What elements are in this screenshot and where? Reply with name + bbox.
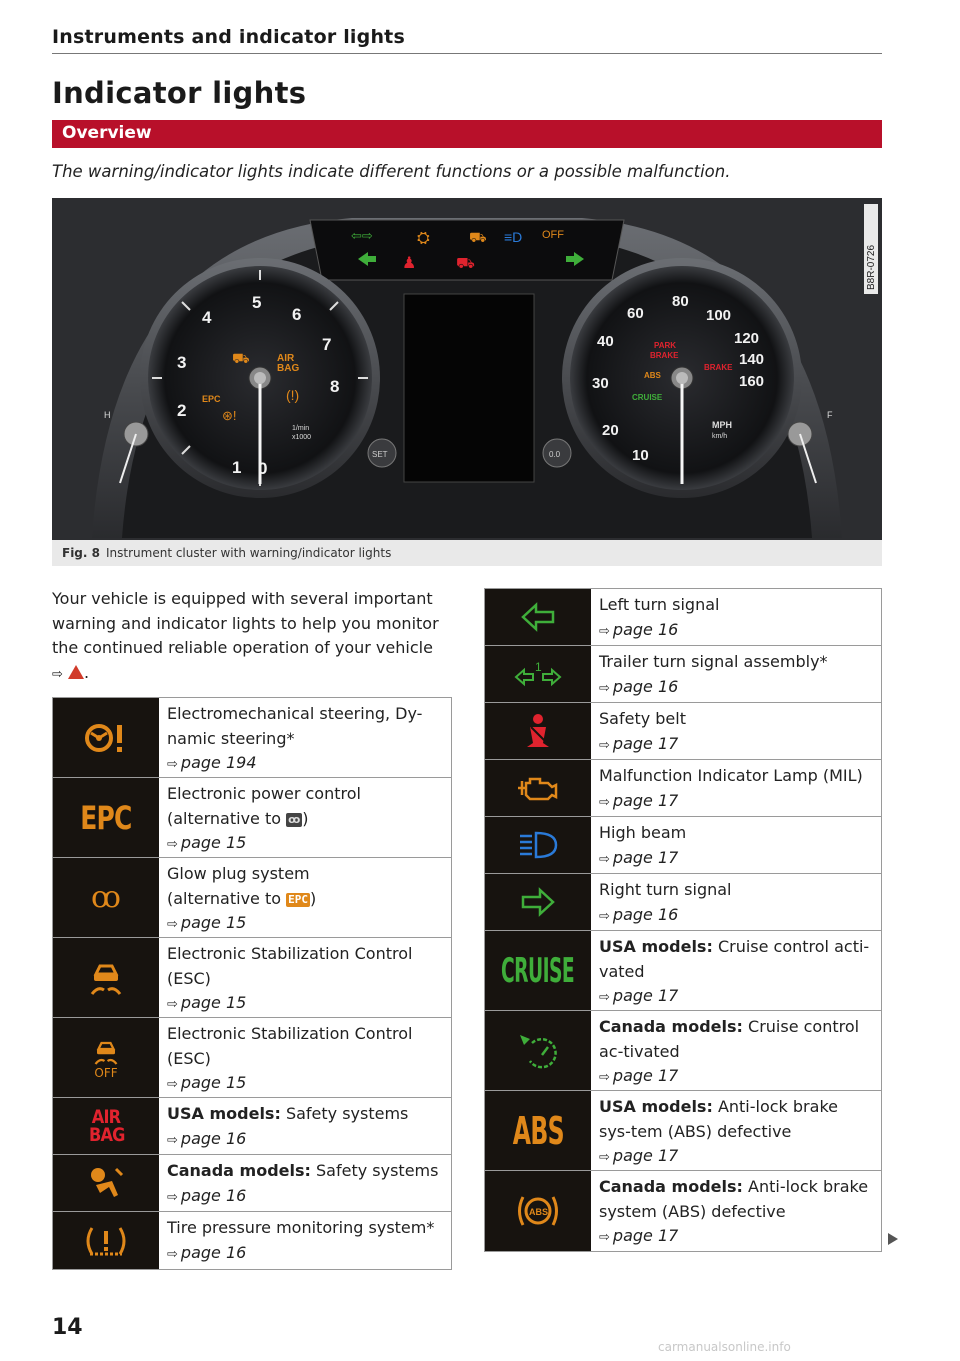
body-paragraph-text: Your vehicle is equipped with several important warning and indicator lights to help you monitor the continued reliable operation of your vehicle: [52, 589, 439, 657]
page-link[interactable]: ⇨ page 16: [599, 619, 679, 639]
page-link[interactable]: ⇨ page 17: [599, 847, 679, 867]
svg-text:F: F: [827, 410, 833, 420]
tire-pressure-icon: [53, 1212, 159, 1269]
steering-warning-icon: [53, 698, 159, 777]
svg-text:SET: SET: [372, 450, 388, 459]
table-cell: USA models: Cruise control acti-vated ⇨ page 17: [591, 931, 881, 1010]
table-row: [485, 874, 881, 931]
page-link[interactable]: ⇨ page 16: [599, 904, 679, 924]
svg-text:EPC: EPC: [202, 394, 221, 404]
table-cell: Trailer turn signal assembly* ⇨ page 16: [591, 646, 881, 702]
airbag-person-icon: [53, 1155, 159, 1211]
cluster-highbeam-lamp: ≡D: [504, 229, 523, 245]
svg-text:⊛!: ⊛!: [222, 408, 237, 423]
svg-text:1: 1: [232, 458, 242, 477]
svg-text:40: 40: [597, 333, 614, 350]
svg-text:PARK: PARK: [654, 341, 677, 350]
table-cell: High beam ⇨ page 17: [591, 817, 881, 873]
svg-text:30: 30: [592, 375, 609, 392]
running-header: Instruments and indicator lights: [52, 26, 405, 48]
table-row: [53, 1098, 451, 1155]
figure-id-label: [864, 204, 878, 294]
page-link[interactable]: ⇨ page 15: [167, 913, 247, 933]
intro-text: The warning/indicator lights indicate different functions or a possible malfunction.: [52, 162, 731, 181]
svg-text:120: 120: [734, 330, 760, 347]
svg-text:ABS: ABS: [529, 1207, 549, 1217]
cruise-control-icon: CRUISE: [485, 931, 591, 1010]
svg-text:160: 160: [739, 373, 765, 390]
svg-text:B8R-0726: B8R-0726: [866, 244, 877, 290]
instrument-cluster-figure: [52, 198, 882, 540]
page-link[interactable]: ⇨ page 17: [599, 986, 679, 1006]
table-row: [53, 698, 451, 778]
header-divider: [52, 53, 882, 54]
high-beam-icon: [485, 817, 591, 873]
table-cell: Canada models: Safety systems ⇨ page 16: [159, 1155, 451, 1211]
table-cell: Electromechanical steering, Dy-namic steering* ⇨ page 194: [159, 698, 451, 777]
seat-belt-icon: [485, 703, 591, 759]
table-row: [53, 1155, 451, 1212]
svg-text:BRAKE: BRAKE: [650, 351, 679, 360]
cluster-esc-off-lamp: OFF: [542, 229, 564, 241]
table-row: [485, 931, 881, 1011]
table-row: [53, 1212, 451, 1269]
table-row: [485, 760, 881, 817]
table-row: [485, 1171, 881, 1251]
table-cell: Glow plug system (alternative to EPC ) ⇨ page 15: [159, 858, 451, 937]
overview-heading: Overview: [52, 120, 882, 148]
figure-number: Fig. 8: [62, 546, 100, 560]
table-row: [485, 703, 881, 760]
svg-text:5: 5: [252, 293, 262, 312]
engine-malfunction-icon: [485, 760, 591, 816]
trailer-turn-signal-icon: [485, 646, 591, 702]
watermark: carmanualsonline.info: [658, 1340, 791, 1354]
svg-text:1/min: 1/min: [292, 425, 310, 432]
svg-text:0: 0: [258, 459, 268, 478]
page-link[interactable]: ⇨ page 15: [167, 1073, 247, 1093]
indicator-table-left: [52, 697, 452, 1270]
abs-icon: ABS: [485, 1091, 591, 1170]
svg-text:1: 1: [535, 660, 542, 674]
section-title: Indicator lights: [52, 76, 307, 110]
center-display: [404, 294, 534, 482]
svg-text:x1000: x1000: [292, 434, 312, 441]
cluster-trailer-lamp: ⇦⇨: [351, 228, 373, 243]
page-link[interactable]: ⇨ page 17: [599, 1226, 679, 1246]
glow-plug-mini-icon: ꝏ: [288, 812, 301, 826]
indicator-table-right: [484, 588, 882, 1252]
esc-off-icon: OFF: [53, 1018, 159, 1097]
table-row: [485, 1091, 881, 1171]
svg-text:BAG: BAG: [277, 363, 300, 374]
figure-caption: [52, 540, 882, 566]
svg-text:2: 2: [177, 401, 187, 420]
cruise-control-canada-icon: [485, 1011, 591, 1090]
svg-text:AIR: AIR: [277, 353, 295, 364]
table-cell: Left turn signal ⇨ page 16: [591, 589, 881, 645]
table-row: [485, 646, 881, 703]
warning-triangle-icon: [68, 665, 84, 679]
page-link[interactable]: ⇨ page 17: [599, 1146, 679, 1166]
table-cell: USA models: Anti-lock brake sys-tem (ABS) defective ⇨ page 17: [591, 1091, 881, 1170]
table-cell: Electronic Stabilization Control (ESC) ⇨ page 15: [159, 938, 451, 1017]
svg-text:ABS: ABS: [644, 371, 661, 380]
svg-text:(!): (!): [286, 387, 300, 403]
table-row: [485, 589, 881, 646]
figure-caption-text: Instrument cluster with warning/indicator lights: [106, 546, 392, 560]
svg-text:7: 7: [322, 335, 332, 354]
svg-text:60: 60: [627, 305, 644, 322]
cluster-esc-lamp: ⛟: [469, 229, 487, 245]
tachometer: [140, 258, 380, 498]
page-link[interactable]: ⇨ page 16: [167, 1242, 247, 1262]
table-row: [53, 938, 451, 1018]
epc-icon: EPC: [53, 778, 159, 857]
svg-text:CRUISE: CRUISE: [632, 393, 663, 402]
esc-icon: [53, 938, 159, 1017]
left-turn-signal-icon: [485, 589, 591, 645]
svg-text:km/h: km/h: [712, 433, 728, 440]
table-cell: Right turn signal ⇨ page 16: [591, 874, 881, 930]
cluster-belt-lamp: ♟: [402, 255, 417, 272]
glow-plug-icon: ꝏ: [53, 858, 159, 937]
table-cell: Electronic Stabilization Control (ESC) ⇨ page 15: [159, 1018, 451, 1097]
cluster-engine-lamp: ⛭: [417, 230, 430, 247]
table-row: [53, 1018, 451, 1098]
continue-arrow-icon: [888, 1233, 898, 1245]
svg-text:8: 8: [330, 377, 340, 396]
svg-text:4: 4: [202, 308, 212, 327]
table-cell: Canada models: Anti-lock brake system (ABS) defective ⇨ page 17: [591, 1171, 881, 1251]
air-bag-icon: AIR BAG: [53, 1098, 159, 1154]
svg-text:⛟: ⛟: [232, 350, 250, 366]
table-row: [53, 858, 451, 938]
svg-text:20: 20: [602, 422, 619, 439]
table-cell: Electronic power control (alternative to ꝏ ) ⇨ page 15: [159, 778, 451, 857]
page-link[interactable]: ⇨ page 16: [167, 1128, 247, 1148]
speedometer: [562, 258, 802, 498]
svg-text:6: 6: [292, 305, 302, 324]
page-link[interactable]: ⇨ page 17: [599, 790, 679, 810]
svg-text:3: 3: [177, 353, 187, 372]
body-paragraph: [52, 587, 444, 687]
svg-text:140: 140: [739, 351, 765, 368]
svg-text:10: 10: [632, 447, 649, 464]
epc-mini-icon: EPC: [288, 892, 308, 906]
table-cell: Malfunction Indicator Lamp (MIL) ⇨ page 17: [591, 760, 881, 816]
caution-ref[interactable]: ⇨ .: [52, 662, 90, 682]
svg-text:BRAKE: BRAKE: [704, 363, 733, 372]
table-cell: USA models: Safety systems ⇨ page 16: [159, 1098, 451, 1154]
page-link[interactable]: ⇨ page 17: [599, 733, 679, 753]
svg-text:⛟: ⛟: [456, 255, 475, 272]
abs-circle-icon: [485, 1171, 591, 1251]
table-cell: Tire pressure monitoring system* ⇨ page 16: [159, 1212, 451, 1269]
svg-text:80: 80: [672, 293, 689, 310]
page-link[interactable]: ⇨ page 15: [167, 833, 247, 853]
page-link[interactable]: ⇨ page 16: [167, 1185, 247, 1205]
svg-text:MPH: MPH: [712, 420, 732, 430]
right-turn-signal-icon: [485, 874, 591, 930]
page-link[interactable]: ⇨ page 17: [599, 1066, 679, 1086]
table-row: [485, 817, 881, 874]
table-cell: Canada models: Cruise control ac-tivated ⇨ page 17: [591, 1011, 881, 1090]
table-cell: Safety belt ⇨ page 17: [591, 703, 881, 759]
instrument-cluster-illustration: [52, 198, 882, 540]
page-link[interactable]: ⇨ page 16: [599, 676, 679, 696]
svg-text:0.0: 0.0: [549, 450, 561, 459]
svg-text:H: H: [104, 410, 111, 420]
page-number: 14: [52, 1315, 83, 1340]
table-row: [53, 778, 451, 858]
table-row: [485, 1011, 881, 1091]
page-link[interactable]: ⇨ page 194: [167, 753, 257, 773]
page-link[interactable]: ⇨ page 15: [167, 993, 247, 1013]
svg-text:100: 100: [706, 307, 732, 324]
